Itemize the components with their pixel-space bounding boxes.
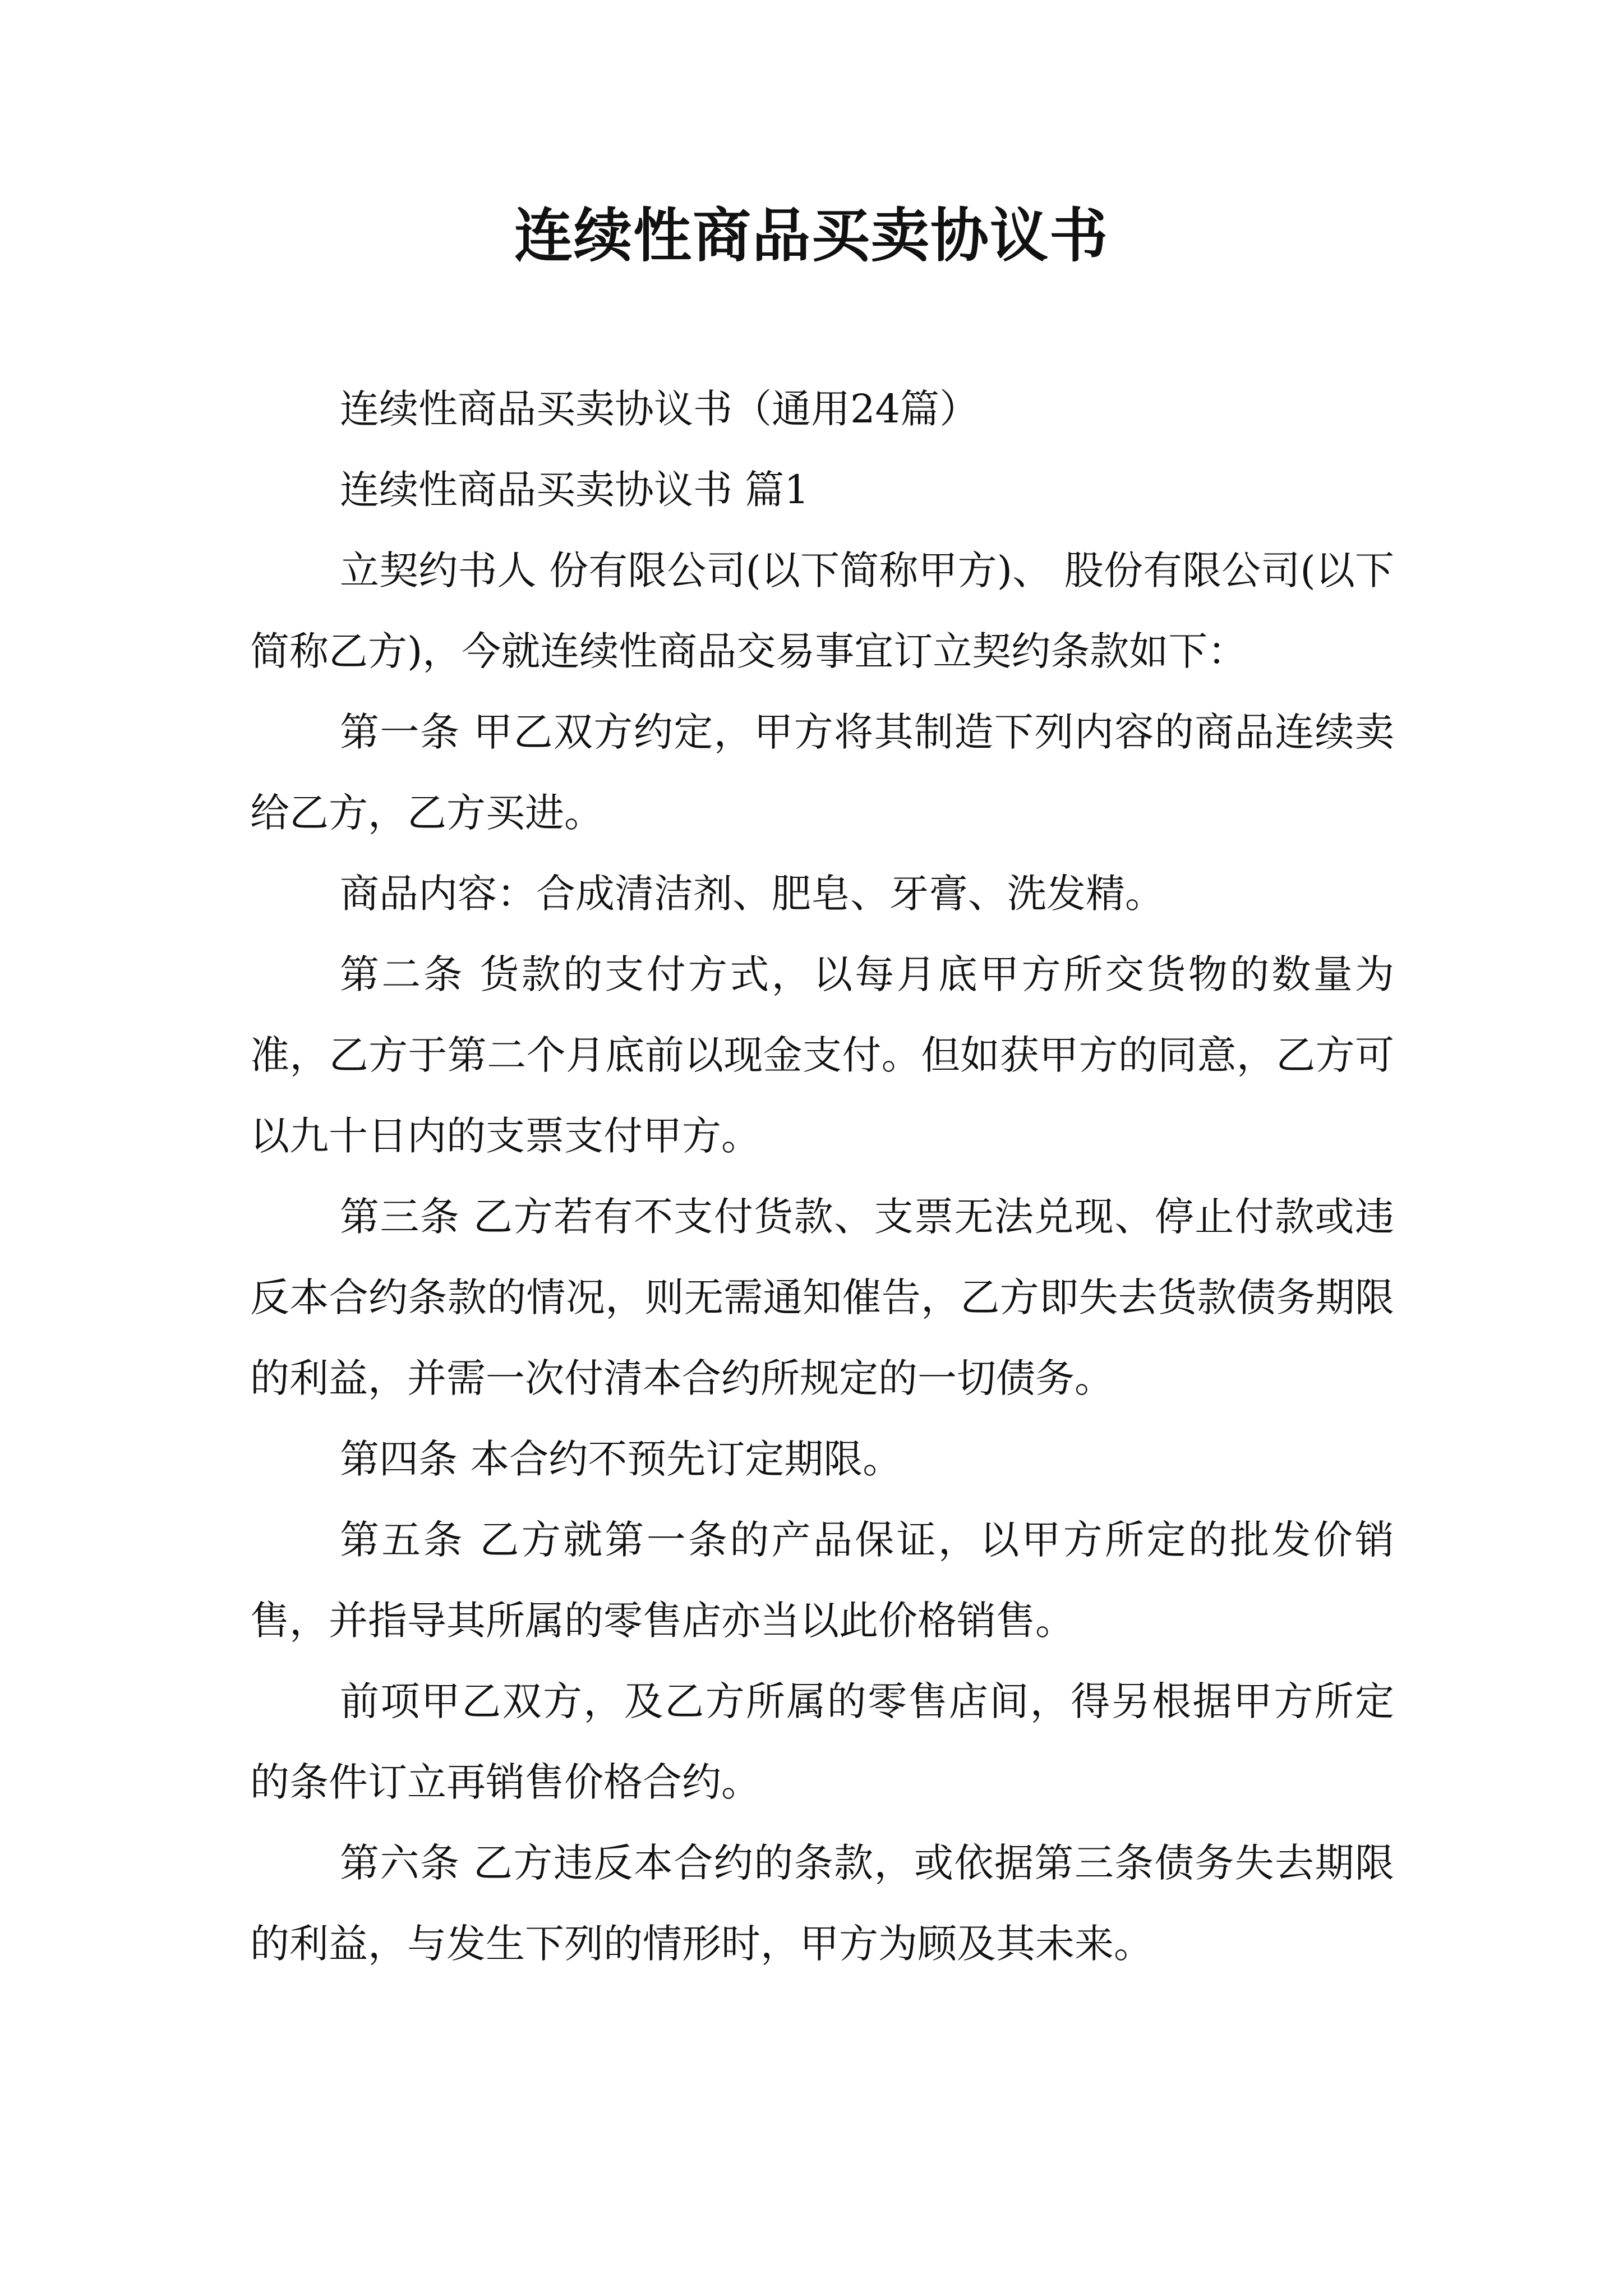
paragraph-article-4: 第四条 本合约不预先订定期限。 — [340, 1436, 902, 1482]
paragraph-article-6: 第六条 乙方违反本合约的条款，或依据第三条债务失去期限的利益，与发生下列的情形时，甲方为顾及其未来。 — [250, 1840, 1394, 1967]
document-title: 连续性商品买卖协议书 — [514, 201, 1109, 270]
document-body — [250, 369, 1394, 1984]
paragraph-article-3: 第三条 乙方若有不支付货款、支票无法兑现、停止付款或违反本合约条款的情况，则无需通知催告，乙方即失去货款债务期限的利益，并需一次付清本合约所规定的一切债务。 — [250, 1194, 1394, 1401]
paragraph-subtitle: 连续性商品买卖协议书（通用24篇） — [340, 386, 979, 432]
paragraph-goods-content: 商品内容：合成清洁剂、肥皂、牙膏、洗发精。 — [340, 871, 1164, 917]
paragraph-section-heading: 连续性商品买卖协议书 篇1 — [340, 467, 809, 513]
paragraph-article-1: 第一条 甲乙双方约定，甲方将其制造下列内容的商品连续卖给乙方，乙方买进。 — [250, 709, 1394, 836]
paragraph-article-2: 第二条 货款的支付方式，以每月底甲方所交货物的数量为准，乙方于第二个月底前以现金支付。但如获甲方的同意，乙方可以九十日内的支票支付甲方。 — [250, 951, 1394, 1159]
paragraph-article-5-note: 前项甲乙双方，及乙方所属的零售店间，得另根据甲方所定的条件订立再销售价格合约。 — [250, 1678, 1394, 1805]
paragraph-article-5: 第五条 乙方就第一条的产品保证，以甲方所定的批发价销售，并指导其所属的零售店亦当以此价格销售。 — [250, 1517, 1394, 1644]
paragraph-preamble: 立契约书人 份有限公司(以下简称甲方)、 股份有限公司(以下简称乙方)，今就连续性商品交易事宜订立契约条款如下： — [250, 547, 1394, 674]
